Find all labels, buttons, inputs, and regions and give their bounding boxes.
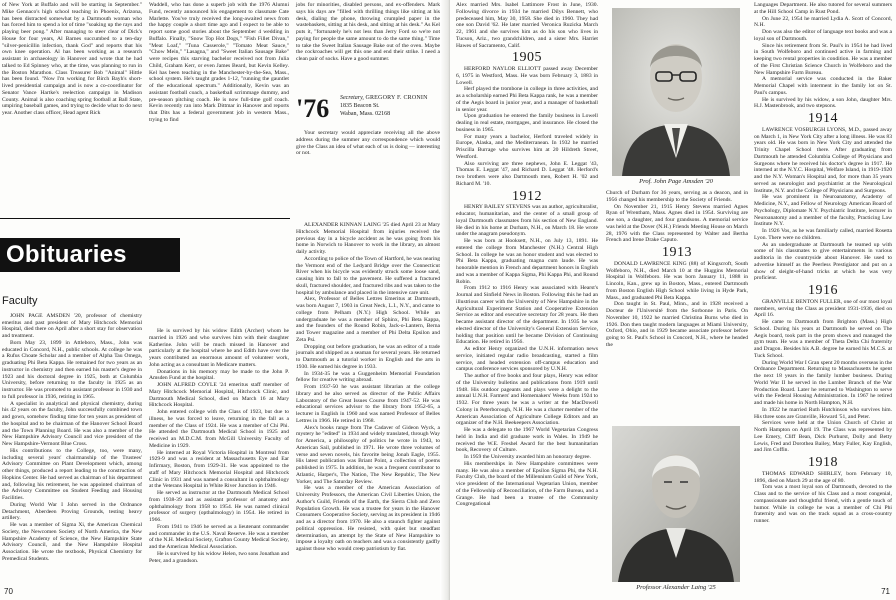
obit-para: THOMAS EDWARD SHIRLEY, born February 10, 1896, died on March 29 at the age of 80.	[754, 470, 892, 484]
obit-para: Dropping out before graduation, he was an editor of a trade journals and shipped as a seaman for several years. He returned to Dartmouth as a tutorial worker in English and the arts in 1930. He earned his degree in 1933.	[296, 343, 440, 370]
section-rule	[0, 218, 290, 219]
obit-para: From 1937-50 he was assistant librarian at the college library and he also served as director of the Public Affairs Laboratory of the Great Issues Course from 1947-52. He was educational services advisor to the library from 1952-65, a lecturer in English in 1960 and was named Professor of Belles Lettres in 1966. He retired in 1968.	[296, 384, 440, 424]
right-col-1	[456, 2, 598, 590]
obit-para: He interned at Royal Victoria Hospital in Montreal from 1929-9 and was a resident at Massachusetts Eye and Ear Infirmary, Boston, from 1929-31. He was appointed to the staff of Mary Hitchcock Memorial Hospital and Hitchcock Clinic in 1931 and was named a consultant in ophthalmology at the Veterans Hospital in White River Junction in 1946.	[149, 449, 289, 490]
obit-col-3	[296, 222, 440, 590]
obit-para: In 1934-35 he was a Guggenheim Memorial Foundation fellow for creative writing abroad.	[296, 370, 440, 384]
obit-para: ALEXANDER KINNAN LAING '25 died April 23 at Mary Hitchcock Memorial Hospital from injuries received the previous day in a bicycle accident as he was going from his home in Norwich to Hanover to work in the library, an almost daily activity.	[296, 222, 440, 255]
obit-col-1	[2, 290, 142, 590]
obit-para: He was prominent in Neuroanatomy, Academy of Medicine, N.Y., and Fellow of Neurology American Board of Psychology, Diplomate N.Y. Psychiatric Institute, lecturer in Neuroanatomy and a member of the faculty, Practicing Law Institute N.Y.	[754, 194, 892, 228]
obit-para: From 1912 to 1916 Henry was associated with Hearst's Journal and Sinfield News in Boston. Following this he had an illustrious career with the University of New Hampshire in the Agricultural Experiment Station and Cooperative Extension Service as editor and executive secretary for 28 years. He then became assistant director of the department. In 1935 he was elected director of the University's General Extension Service, holding that position until he became Division of Continuing Education. He retired in 1956.	[456, 285, 598, 346]
obit-para: As an undergraduate at Dartmouth he teamed up with some of his classmates to give entertainments in various auditoria in the countryside about Hanover. He used to advertise himself as the Peerless Prestigiator and put on a show of sleight-of-hand tricks at which he was very proficient.	[754, 241, 892, 282]
obit-para: Since his retirement from St. Paul's in 1954 he had lived in South Wolfeboro and continued active in farming and keeping two rental properties in condition. He was a member of the First Christian Science Church in Wolfeboro and the New Hampshire Farm Bureau.	[754, 42, 892, 76]
left-page	[0, 0, 446, 600]
obit-para: During World War I John served in the Ordnance Detachment, Aberdeen Proving Grounds, testing heavy artillery.	[2, 501, 142, 522]
photo-caption-laing: Professor Alexander Laing '25	[636, 584, 716, 591]
right-col-3	[754, 2, 892, 590]
obit-para: According to police of the Town of Hartford, he was nearing the Vermont end of the Ledyard Bridge over the Connecticut River when his bicycle was evidently struck some loose sand, causing him to fall to the pavement. He suffered a fractured skull, fractured shoulder, and fractured ribs and was taken to the hospital by ambulance and placed in the intensive care unit.	[296, 255, 440, 296]
faculty-heading: Faculty	[2, 295, 38, 307]
obit-para: Upon graduation he entered the family business in Lowell dealing in real estate, mortgages, and insurance. He closed the business in 1965.	[456, 113, 598, 133]
class-year: '76	[296, 94, 330, 123]
obit-para: Donations in his memory may be made to the John P. Amsden Fund at the hospital.	[149, 368, 289, 382]
obit-para: A memorial service was conducted in the Baker Memorial Chapel with interment in the family lot on St. Paul's campus.	[754, 76, 892, 96]
obit-para: HERFORD NAYLOR ELLIOTT passed away December 6, 1975 in Westford, Mass. He was born February 3, 1883 in Lowell.	[456, 66, 598, 86]
obit-para: Also surviving are three nephews, John E. Leggat '43, Thomas E. Leggat '47, and Richard D. Leggat '48. Herford's two brothers were also Dartmouth men, Robert H. '02 and Richard M. '10.	[456, 160, 598, 187]
obit-para: Born May 23, 1899 in Attleboro, Mass., John was educated in Concord, N.H., public schools. At college he was a Rufus Choate Scholar and a member of Alpha Tau Omega, graduating Phi Beta Kappa. He remained for two years as an instructor in chemistry and then earned his master's degree in 1923 and his doctoral degree in 1925, both at Columbia University, before returning to the faculty in 1925 as an instructor. He was promoted to assistant professor in 1930 and to full professor in 1936, retiring in 1965.	[2, 339, 142, 400]
year-heading-1913: 1913	[662, 245, 692, 260]
obit-para: Church of Durham for 36 years, serving as a deacon, and in 1956 changed his membership to the Society of Friends.	[606, 190, 748, 203]
obit-para: He is survived by his widow Helen, two sons Jonathan and Peter, and a grandson.	[149, 550, 289, 564]
obituaries-banner	[0, 238, 180, 276]
left-top-col-2	[149, 2, 289, 216]
obit-para: GRANVILLE BENTON FULLER, one of our most loyal members, serving the Class as president 1931-1936, died on April 16.	[754, 298, 892, 319]
obit-col-2	[149, 328, 289, 590]
left-top-col-3b	[296, 130, 440, 212]
obit-para: Don was also the editor of language text books and was a loyal son of Dartmouth.	[754, 29, 892, 42]
obit-para: During World War I Gran spent 20 months overseas in the Ordnance Department. Returning to Massachusetts he spent the next 18 years in the family lumber business. During World War II he served in the Lumber Branch of the War Production Board. Later he returned to Washington to serve with the Federal Housing Administration. In 1967 he retired and made his home in North Hampton, N.H.	[754, 359, 893, 406]
left-top-col-1	[2, 2, 142, 216]
year-heading-1918: 1918	[808, 455, 838, 470]
obit-para: LAWRENCE VOSBURGH LYONS, M.D., passed away on March 1, in New York City after a long illness. He was 83 years old. He was born in New York City and attended the Trinity Chapel School there. After graduating from Dartmouth he attended Columbia College of Physicians and Surgeons where he received his doctor's degree in 1917. He interned at the N.Y.C. Hospital, Welfare Island, in 1919-1920 and the N.Y. Woman's Hospital and, for more than 35 years served as neurologist and psychiatrist at the Neurological Institute, N.Y. and the College of Physicians and Surgeons.	[754, 126, 892, 194]
obit-para: As editor Henry organized the U.N.H. information news service, initiated regular radio broadcasting, started a film service, and headed extension off-campus education and campus conference services sponsored by U.N.H.	[456, 346, 598, 373]
obit-para: He was a member of Sigma Xi, the American Chemical Society, the Newcomen Society of North America, the New Hampshire Academy of Science, the New Hampshire State Advisory Council, and the New Hampshire Hospital Association. He wrote the textbook, Physical Chemistry for Premedical Students.	[2, 522, 142, 562]
secretary-name: GREGORY F. CRONIN	[365, 95, 428, 101]
obit-para: He came to Dartmouth from Brighton (Mass.) High School. During his years at Dartmouth he served on The Aegis board, took part in the prom shows and managed the gym team. He was a member of Theta Delta Chi fraternity and Dragon. Besides his A.B. degree he earned his M.C.S. at Tuck School.	[754, 319, 892, 359]
obit-para: Alex's books range from The Cadaver of Gideon Wyck, a mystery he "edited" in 1934 and widely translated, through Way for America, a philosophy of politics he wrote in 1943, to American Sail, published in 1971. He wrote three volumes of verse and seven novels, his favorite being Jonah Eagle, 1955. His latest publication was Briant Point, a collection of poems published in 1975. In addition, he was a frequent contributor to Atlantic, Harper's, The Nation, The New Republic, The New Yorker, and The Saturday Review.	[296, 424, 440, 485]
obit-para: Alex, Professor of Belles Lettres Emeritus at Dartmouth, was born August 7, 1903 in Great Neck, L.I., N.Y., and came to college from Pelham (N.Y.) High School. While an undergraduate he was a member of Sphinx, Phi Beta Kappa, and the founders of the Round Robin, Jack-o-Lantern, Berna and Tower magazine and a member of Phi Delta Epsilon and Zeta Psi.	[296, 296, 440, 343]
obit-para: He was born at Hooksett, N.H., on July 13, 1891. He entered the college from Manchester (N.H.) Central High School. In college he was an honor student and was elected to Phi Beta Kappa, graduating magna cum laude. He was honorable mention in French and department honors in English and was a member of Kappa Sigma, Phi Kappa Phi, and Round Robin.	[456, 238, 598, 285]
obit-para: Tom was a most loyal son of Dartmouth, devoted to the Class and to the service of his Class and a most congenial, compassionate and thoughtful friend, with a gentle touch of humor. While in college he was a member of Chi Phi fraternity and was on the track squad as a cross-country runner.	[754, 484, 892, 524]
obit-para: In 1959 the University awarded him an honorary degree.	[464, 454, 591, 460]
class-note-text: Your secretary would appreciate receiving all the above address during the summer any correspondence which would give the Class an idea of what each of us is doing — interesting or not.	[296, 130, 440, 157]
obit-para: Herf played the trombone in college in three activities, and as a scholarship earned Phi Beta Kappa rank, he was a member of the Aegis board in junior year, and a manager of basketball in senior year.	[456, 86, 598, 113]
obit-para: On June 22, 1954 he married Lydia A. Scott of Concord, N.H.	[754, 15, 892, 29]
right-col-2	[606, 190, 748, 420]
obit-para: From 1941 to 1946 he served as a lieutenant commander and commander in the U.S. Naval Reserve. He was a member of the N.H. Medical Society, Grafton County Medical Society, and the American Medical Association.	[149, 523, 289, 550]
obit-para: DONALD LAWRENCE KING (88) of Kingscroft, South Wolfeboro, N.H., died March 10 at the Huggins Memorial Hospital in Wolfeboro. He was born January 11, 1888 in Lincoln, Kan., grew up in Boston, Mass., entered Dartmouth from Boston English High School while living in Hyde Park, Mass., and graduated Phi Beta Kappa.	[606, 260, 748, 301]
secretary-label: Secretary,	[340, 95, 364, 101]
obit-para: Don taught in St. Paul, Minn., and in 1928 received a Docteur de l'Université from the Sorbonne in Paris. On November 10, 1922 he married Christina Burns who died in 1926. Don then taught modern languages at Miami University, Oxford, Ohio, and in 1929 became associate professor before going to St. Paul's School in Concord, N.H., where he headed the	[606, 301, 748, 348]
right-page	[450, 0, 896, 600]
portrait-photo-laing	[612, 426, 740, 582]
left-top-col-3	[296, 2, 440, 90]
obit-para: His contributions to the College, too, were many, including several years' chairmanship of the Trustees' Advisory Committee on Plant Development which, among other things, produced a report leading to the construction of Hopkins Center. He had served as chairman of his department and, following his retirement, he was appointed chairman of the Advisory Committee on Student Feeding and Housing Facilities.	[2, 447, 142, 501]
class-news-text: Waddell, who has done a superb job with the 1976 Alumni Fund, recently announced his engagement to classmate Cate Marlette. You've truly received the long-awaited news from the happy couple a short time ago and I expect to be able to report some good stories about the September 4 wedding in Buffalo. Finally, "Snow Top Hot Dogs," "Fish Fillet Divan," "Meat Loaf," "Tuna Casserole," "Tomato Meat Sauce," "Chow Mein," "Lasagna," and "Sweet Italian Sausage Bake" were recipes this starving bachelor received not from Julia Child, Graham Kerr, or even James Beard, but Kevin Kelley. Kel has been teaching in the Manchester-by-the-Sea, Mass., school system. He's taught grades 1-12, "running the gauntlet of the educational spectrum." Additionally, Kevin was an assistant football coach, a basketball scrimmage dummy, and pre-season pitching coach. He is now full-time golf coach. Kevin recently ran into Mark Dittmar in Hanover and reports that Dits has a federal government job in western Mass., trying to find	[149, 2, 289, 123]
obit-para: His memberships in New Hampshire committees were many. He was also a member of Epsilon Sigma Phi, the N.H. Faculty Club, the board of the Millennium Guild of New York, vice president of the International Vegetarian Union, member of the Fellowship of Reconciliation, of the Farm Bureau, and a Grange. He had been a trustee of the Community Congregational	[456, 460, 598, 508]
year-heading-1914: 1914	[808, 111, 838, 126]
portrait-photo-amsden	[612, 8, 740, 176]
obituaries-title: Obituaries	[6, 241, 127, 268]
class-news-text: of New York at Buffalo and will be starting in September." Mike Gennaco's high school teaching in Phoenix, Arizona, has been distracted somewhat by a Dartmouth woman who has forced him to spend a lot of time "soaking up the rays and playing beer pong." After managing to steer clear of Dick's House for four years, Al Barnes succumbed to a ten-day "silver-penicillin infection, thank God" and reports that his own knee operation. Al has been working as a research assistant in archaeology in Hanover and wrote that he had talked to Ed Spinney who, at the time, was planning to run in the Boston Marathon. Class Treasurer Bob "Animal" Hittle has been found. "Now I'm working for Birch Bayh's short-lived presidential campaign and is now a co-coordinator for Senator Vance Hartke's reelection campaign in Madison County. Animal is also coaching spring football at Ball State, umpiring baseball games, and trying to decide what to do next year. Another class officer, Head agent Rick	[2, 2, 142, 116]
obit-para: Alex married Mrs. Isabel Lattimore Frost in June, 1930. Following divorce in 1934 he married Dilys Bennett, who predeceased him, May 30, 1958. She died in 1960. They had one son David '62. He later married Veronica Ruzicka March 22, 1961 and she survives him as do his son who lives in Tucson, Ariz., two grandchildren, and a sister Mrs. Harriet Hawes of Sacramento, Calif.	[456, 2, 598, 49]
obit-para: JOHN ALFRED COYLE '24 emeritus staff member of Mary Hitchcock Memorial Hospital, Hitchcock Clinic, and Dartmouth Medical School, died on March 16 at Mary Hitchcock Hospital.	[149, 382, 289, 409]
obit-para: He was a member of the American Association of University Professors, the American Civil Liberties Union, the Author's Guild, Friends of the Earth, the Sierra Club and Zero Population Growth. He was a trustee for years in the Hanover Consumers Cooperative Society, serving as its president in 1946 and as a director from 1970. He also a staunch fighter against political oppression. He resisted, with quiet but steadfast determination, an attempt by the State of New Hampshire to impose a loyalty oath on teachers and was a consistently gadfly against those who would creep patriotism by fiat.	[296, 485, 440, 552]
page-number-left: 70	[4, 587, 13, 596]
obit-para: JOHN PAGE AMSDEN '20, professor of chemistry emeritus and past president of Mary Hitchcock Memorial Hospital, died there on April after a short stay for observation and treatment.	[2, 312, 142, 339]
class-news-text: jobs for minorities, disabled persons, and ex-offenders. Mark says his days are "filled with thrilling things like sitting at his desk, dialing the phone, throwing crumpled paper in the wastebaskets, sitting at his desk, and sitting at his desk." As Kel puts it, "fortunately he's not less than Jerry Ford so we're not paying for people the same amount to do the same thing." Time to take the Sweet Italian Sausage Bake out of the oven. Maybe the cockroaches will get this one and end their strike. I need a clean pair of socks. Have a good summer.	[296, 2, 440, 62]
obit-para: Languages Department. He also tutored for several summers at the Hill School Camp in Rust Pond.	[754, 2, 892, 15]
year-heading-1916: 1916	[808, 283, 838, 298]
obit-para: HENRY BAILEY STEVENS was an author, agriculturalist, educator, humanitarian, and the center of a small group of loyal Dartmouth classmates from his section of New England. He died in his home at Durham, N.H., on March 18. He wrote under the anagram pseudonym.	[456, 204, 598, 238]
obit-para: A specialist in analytical and physical chemistry, during his 42 years on the faculty, John successfully combined town and gown, somehow finding time for ten years as president of the hospital and to be chairman of the Hanover School Board and the Town Planning Board. He was also a member of the New Hampshire Advisory Council and vice president of the New Hampshire-Vermont Blue Cross.	[2, 400, 142, 447]
obit-para: Services were held at the Union Church of Christ at North Hampton on April 19. The Class was represented by Lee Emery, Cliff Bean, Dick Purhurst, Dolly and Betty Lewis, Fred and Dorothea Bailey, Mary Fuller, Kay English, and Jim Coffin.	[754, 420, 892, 454]
page-number-right: 71	[881, 587, 890, 596]
obit-para: He was a delegate to the 1967 World Vegetarian Congress held in India and did graduate work in Wales. In 1949 he received the W.E. Freshel Award for the best humanitarian book, Recovery of Culture.	[456, 427, 598, 454]
obit-para: He served as instructor at the Dartmouth Medical School from 1938-39 and as assistant professor of anatomy and ophthalmology from 1958 to 1954. He was named clinical professor of surgery (opthalmology) in 1954. He retired in 1966.	[149, 490, 289, 523]
obit-para: He is survived by his widow, a son John, daughter Mrs. H.J. Mastenbrook, and two stepsons.	[754, 96, 892, 110]
obit-para: He is survived by his widow Edith (Archer) whom he married in 1926 and who survives him with their daughter Katherine. John will be much missed in Hanover and particularly at the hospital where he and Edith have over the years contributed an enormous amount of volunteer work, John acting as a consultant in Medicare matters.	[149, 328, 289, 368]
obit-para: In 1926 Vos, as he was familiarly called, married Rosetta Lyon. There were no children.	[754, 228, 892, 241]
year-heading-1905: 1905	[512, 50, 542, 66]
secretary-address-2: Waban, Mass. 02168	[340, 111, 391, 117]
obit-para: On November 21, 1915 Henry Stevens married Agnes Ryan of Wrentham, Mass. Agnes died in 1954. Surviving are one son, a daughter, and four grandsons. A memorial service was held at the Dover (N.H.) Friends Meeting House on March 28, 1976 with the Class represented by Walter and Bertha French and Irene Drake Caputo.	[606, 203, 748, 244]
obit-para: John entered college with the Class of 1923, but due to illness, he was forced to leave, returning in the fall as a member of the Class of 1924. He was a member of Chi Phi. He attended the Dartmouth Medical School in 1925 and received an M.D.C.M. from McGill University Faculty of Medicine in 1929.	[149, 409, 289, 449]
obit-para: For many years a bachelor, Herford traveled widely in Europe, Alaska, and the Mediterranean. In 1932 he married Priscilla Burrage who survives him at 20 Hildreth Street, Westford.	[456, 133, 598, 160]
year-heading-1912: 1912	[512, 188, 542, 204]
obit-para: In 1922 he married Ruth Hutchinson who survives him. His three sons are Granville, Howard '51, and Peter.	[754, 406, 892, 420]
class-secretary-block	[340, 94, 428, 118]
secretary-address-1: 1835 Beacon St.	[340, 103, 380, 109]
photo-caption-amsden: Prof. John Page Amsden '20	[639, 178, 713, 185]
obit-para: The author of five books and four plays, Henry was editor of the University bulletins and publications from 1919 until 1948. His outdoor pageants and plays were a delight to the annual U.N.H. Farmers' and Homemakers' Weeks from 1924 to 1932. For three years he was a writer at the MacDowell Colony in Peterborough, N.H. He was a charter member of the American Association of Agriculture College Editors and an organizer of the N.H. Beekeepers Association.	[456, 373, 598, 427]
